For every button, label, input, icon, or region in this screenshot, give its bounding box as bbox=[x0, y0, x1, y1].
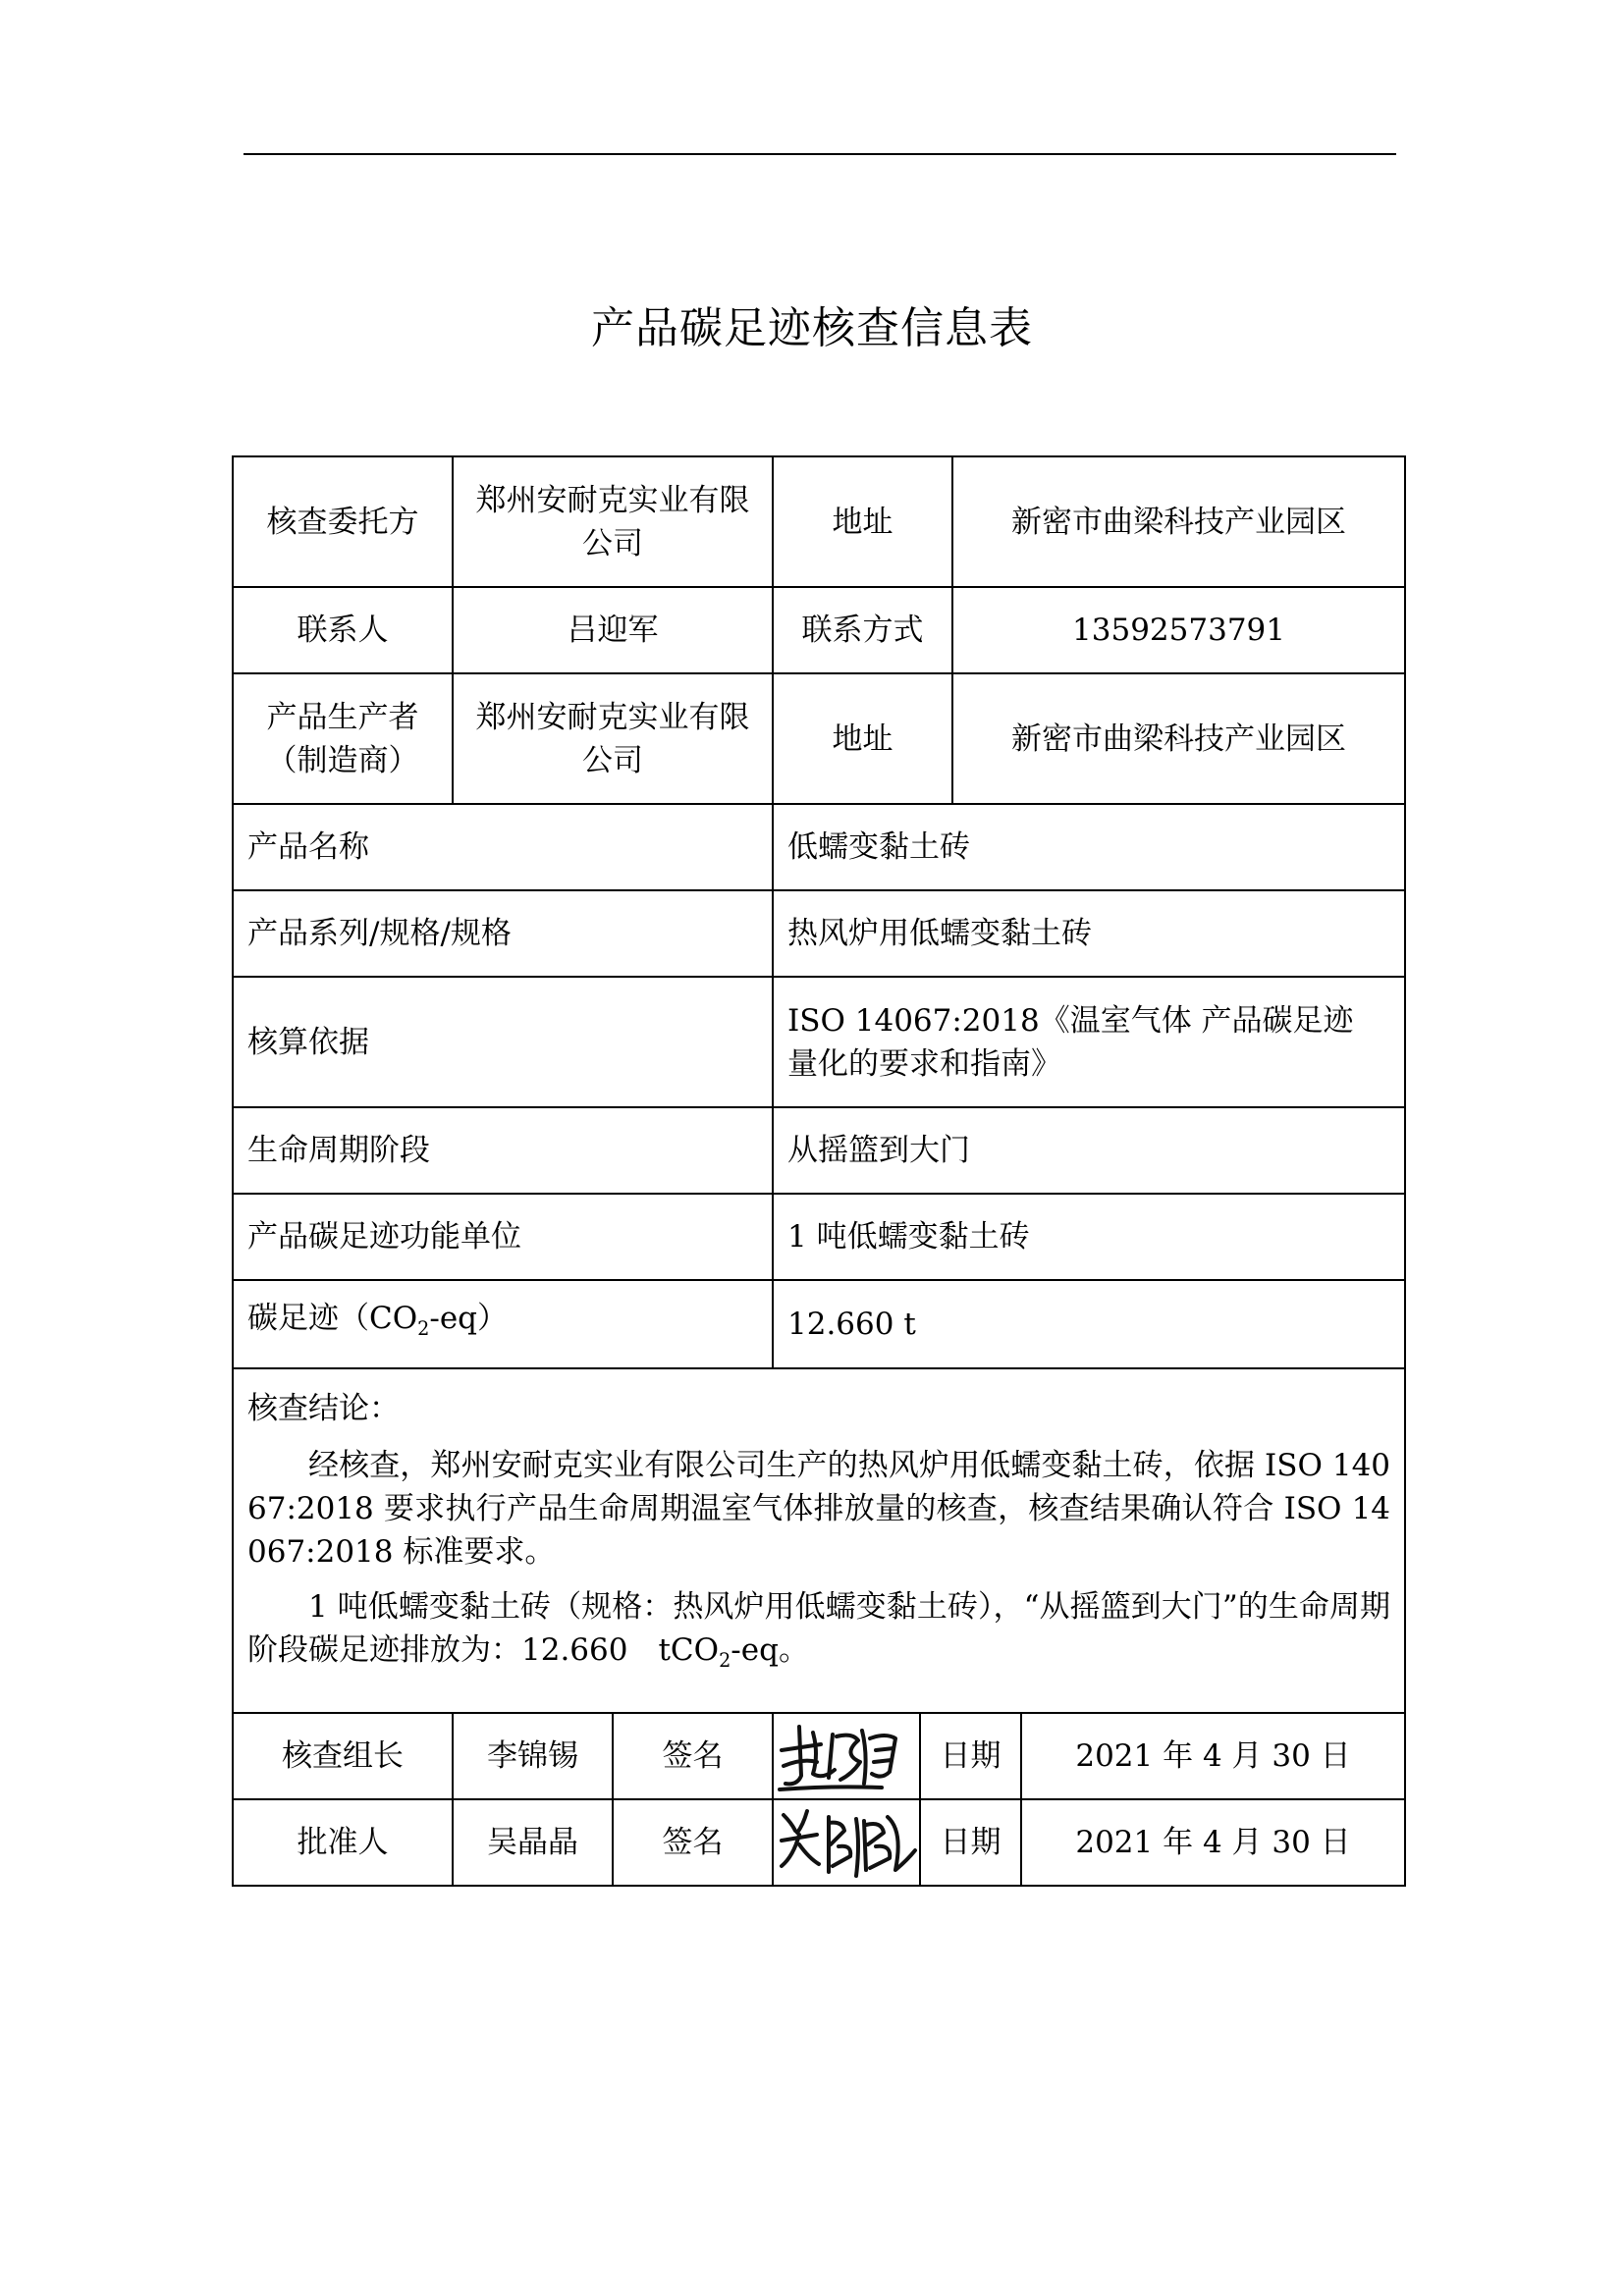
contact-phone: 13592573791 bbox=[952, 587, 1405, 673]
functional-unit-value: 1 吨低蠕变黏土砖 bbox=[773, 1194, 1405, 1280]
client-row bbox=[233, 456, 1405, 587]
approver-date: 2021 年 4 月 30 日 bbox=[1021, 1799, 1405, 1886]
conclusion-row bbox=[233, 1368, 1405, 1713]
producer-row bbox=[233, 673, 1405, 804]
conclusion-p2-prefix: 1 吨低蠕变黏土砖（规格：热风炉用低蠕变黏土砖），“从摇篮到大门”的生命周期阶段碳足迹排放为：12.660 tCO bbox=[247, 1589, 1391, 1668]
lifecycle-label: 生命周期阶段 bbox=[233, 1107, 773, 1194]
product-series-row bbox=[233, 890, 1405, 977]
product-name-label: 产品名称 bbox=[233, 804, 773, 890]
producer-name: 郑州安耐克实业有限公司 bbox=[453, 673, 773, 804]
header-rule bbox=[244, 153, 1396, 155]
leader-sign-label: 签名 bbox=[613, 1713, 773, 1799]
approver-signature-image bbox=[774, 1801, 921, 1884]
approver-signature bbox=[773, 1799, 920, 1886]
footprint-label-sub: 2 bbox=[417, 1317, 430, 1341]
producer-address-label: 地址 bbox=[773, 673, 952, 804]
client-address: 新密市曲梁科技产业园区 bbox=[952, 456, 1405, 587]
conclusion-cell bbox=[233, 1368, 1405, 1713]
producer-address: 新密市曲梁科技产业园区 bbox=[952, 673, 1405, 804]
leader-date: 2021 年 4 月 30 日 bbox=[1021, 1713, 1405, 1799]
footprint-label-prefix: 碳足迹（CO bbox=[247, 1301, 418, 1337]
product-series-value: 热风炉用低蠕变黏土砖 bbox=[773, 890, 1405, 977]
approver-label: 批准人 bbox=[233, 1799, 453, 1886]
basis-value: ISO 14067:2018《温室气体 产品碳足迹 量化的要求和指南》 bbox=[773, 977, 1405, 1107]
lifecycle-value: 从摇篮到大门 bbox=[773, 1107, 1405, 1194]
producer-label-line2: （制造商） bbox=[266, 742, 419, 778]
conclusion-paragraph-2 bbox=[247, 1585, 1390, 1682]
leader-date-label: 日期 bbox=[920, 1713, 1021, 1799]
conclusion-title: 核查结论： bbox=[247, 1391, 400, 1426]
conclusion-p2-sub: 2 bbox=[719, 1649, 731, 1673]
approver-row bbox=[233, 1799, 1405, 1886]
product-series-label: 产品系列/规格/规格 bbox=[233, 890, 773, 977]
functional-unit-row bbox=[233, 1194, 1405, 1280]
contact-phone-label: 联系方式 bbox=[773, 587, 952, 673]
basis-label: 核算依据 bbox=[233, 977, 773, 1107]
leader-label: 核查组长 bbox=[233, 1713, 453, 1799]
footprint-label-suffix: -eq） bbox=[429, 1301, 509, 1337]
approver-name: 吴晶晶 bbox=[453, 1799, 613, 1886]
product-name-value: 低蠕变黏土砖 bbox=[773, 804, 1405, 890]
leader-signature bbox=[773, 1713, 920, 1799]
contact-label: 联系人 bbox=[233, 587, 453, 673]
page-title: 产品碳足迹核查信息表 bbox=[591, 303, 1033, 353]
client-label: 核查委托方 bbox=[233, 456, 453, 587]
leader-row bbox=[233, 1713, 1405, 1799]
verification-info-table bbox=[232, 455, 1406, 1887]
producer-label-line1: 产品生产者 bbox=[266, 699, 419, 735]
product-name-row bbox=[233, 804, 1405, 890]
conclusion-paragraph-1: 经核查，郑州安耐克实业有限公司生产的热风炉用低蠕变黏土砖，依据 ISO 14067:2018 要求执行产品生命周期温室气体排放量的核查，核查结果确认符合 ISO 14067:2018 标准要求。 bbox=[247, 1448, 1391, 1570]
footprint-value: 12.660 t bbox=[773, 1280, 1405, 1368]
client-address-label: 地址 bbox=[773, 456, 952, 587]
functional-unit-label: 产品碳足迹功能单位 bbox=[233, 1194, 773, 1280]
approver-date-label: 日期 bbox=[920, 1799, 1021, 1886]
leader-signature-image bbox=[774, 1715, 921, 1797]
contact-name: 吕迎军 bbox=[453, 587, 773, 673]
lifecycle-row bbox=[233, 1107, 1405, 1194]
conclusion-block bbox=[234, 1369, 1404, 1712]
basis-row bbox=[233, 977, 1405, 1107]
contact-row bbox=[233, 587, 1405, 673]
conclusion-p2-suffix: -eq。 bbox=[731, 1632, 809, 1668]
footprint-label bbox=[233, 1280, 773, 1368]
leader-name: 李锦锡 bbox=[453, 1713, 613, 1799]
approver-sign-label: 签名 bbox=[613, 1799, 773, 1886]
client-name: 郑州安耐克实业有限公司 bbox=[453, 456, 773, 587]
producer-label bbox=[233, 673, 453, 804]
footprint-row bbox=[233, 1280, 1405, 1368]
